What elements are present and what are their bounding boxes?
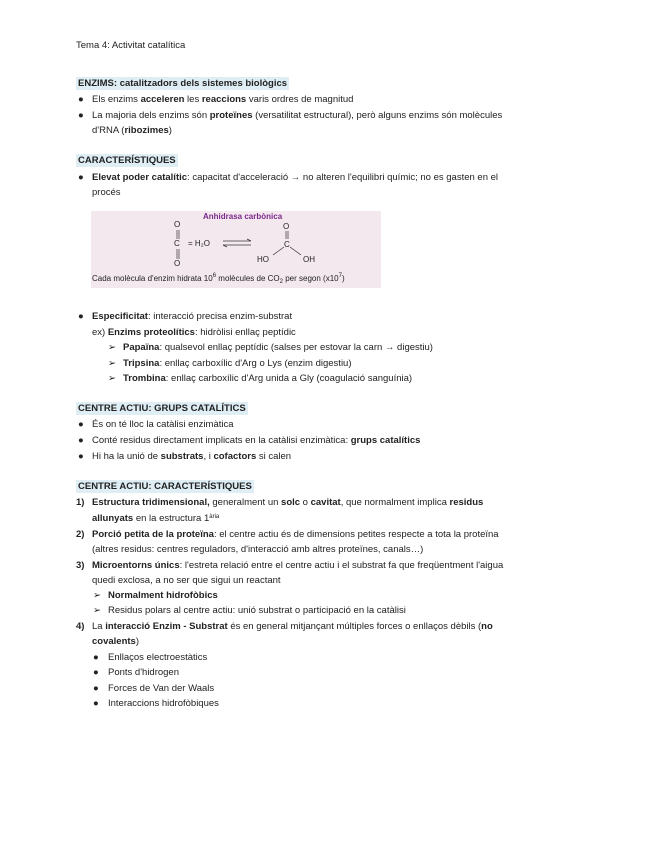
list-item-continuation: procés bbox=[92, 187, 121, 198]
numbered-item-continuation: quedi exclosa, a no ser que sigui un reactant bbox=[92, 575, 281, 586]
bullet-icon: ● bbox=[78, 419, 84, 430]
bullet-icon: ● bbox=[78, 435, 84, 446]
section-heading-grups-catalitics: CENTRE ACTIU: GRUPS CATALÍTICS bbox=[78, 403, 246, 414]
numbered-item-continuation: allunyats en la estructura $1^{ària}$ bbox=[92, 513, 220, 524]
arrow-bullet-icon: ➢ bbox=[108, 358, 116, 369]
bullet-icon: ● bbox=[93, 698, 99, 709]
bullet-icon: ● bbox=[78, 94, 84, 105]
list-item-continuation: d'RNA (ribozimes) bbox=[92, 125, 172, 136]
figure-caption: Cada molècula d'enzim hidrata $10^6$ molècules de $CO_2$ per segon $(x10^7)$ bbox=[92, 273, 345, 285]
example-line: ex) Enzims proteolítics: hidròlisi enllaç peptídic bbox=[92, 327, 296, 338]
arrow-bullet-icon: ➢ bbox=[93, 590, 101, 601]
bullet-icon: ● bbox=[78, 451, 84, 462]
bullet-icon: ● bbox=[78, 311, 84, 322]
enzyme-label: Anhidrasa carbònica bbox=[203, 212, 283, 221]
section-heading-caracteristiques: CARACTERÍSTIQUES bbox=[78, 155, 176, 166]
bullet-icon: ● bbox=[93, 652, 99, 663]
numbered-item-continuation: (altres residus: centres reguladors, d'interacció amb altres proteïnes, canals…) bbox=[92, 544, 424, 555]
bullet-icon: ● bbox=[78, 172, 84, 183]
arrow-bullet-icon: ➢ bbox=[93, 605, 101, 616]
bullet-icon: ● bbox=[93, 667, 99, 678]
bullet-icon: ● bbox=[78, 110, 84, 121]
document-page: Tema 4: Activitat catalítica ENZIMS: catalitzadors dels sistemes biològics ● Els enzims acceleren les reaccions varis ordres de magnitud ● La majoria dels enzims són proteïnes (versatilitat estructural), però alguns enzims són molècules d'RNA (ribozimes) CARACTERÍSTIQUES ● Elevat poder catalític: capacitat d'acceleració → no alteren l'equilibri químic; no es gasten en el procés Anhidrasa carbònica O C = H₂O O O C HO OH Cada molècula d'enzim hidrata $10^6$ molècules de $CO_2$ per segon $(x10^7)$ ● Especificitat: interacció precisa enzim-substrat ex) Enzims proteolítics: hidròlisi enllaç peptídic ➢ Papaïna: qualsevol enllaç peptídic (salses per estovar la carn → digestiu) ➢ Tripsina: enllaç carboxílic d'Arg o Lys (enzim digestiu) ➢ Trombina: enllaç carboxílic d'Arg unida a Gly (coagulació sanguínia) CENTRE ACTIU: GRUPS CATALÍTICS ● És on té lloc la catàlisi enzimàtica ● Conté residus directament implicats en la catàlisi enzimàtica: grups catalítics ● Hi ha la unió de substrats, i cofactors si calen CENTRE ACTIU: CARACTERÍSTIQUES 1) Estructura tridimensional, generalment un solc o cavitat, que normalment implica residus allunyats en la estructura $1^{ària}$ 2) Porció petita de la proteïna: el centre actiu és de dimensions petites respecte a tota la proteïna (altres residus: centres reguladors, d'interacció amb altres proteïnes, canals…) 3) Microentorns únics: l'estreta relació entre el centre actiu i el substrat fa que freqüentment l'aigua quedi exclosa, a no ser que sigui un reactant ➢ Normalment hidrofòbics ➢ Residus polars al centre actiu: unió substrat o participació en la catàlisi 4) La interacció Enzim - Substrat és en general mitjançant múltiples forces o enllaços dèbils (no covalents) ● Enllaços electroestàtics ● Ponts d'hidrogen ● Forces de Van der Waals ● Interaccions hidrofòbiques bbox=[76, 40, 504, 709]
arrow-bullet-icon: ➢ bbox=[108, 342, 116, 353]
section-heading-caracteristiques-centre: CENTRE ACTIU: CARACTERÍSTIQUES bbox=[78, 481, 252, 492]
carbonic-anhydrase-figure: Anhidrasa carbònica O C = H₂O O O C HO OH Cada molècula d'enzim hidrata $10^6$ molècules de $CO_2$ per segon $(x10^7)$ bbox=[91, 211, 381, 288]
numbered-item-continuation: covalents) bbox=[92, 636, 139, 647]
bullet-icon: ● bbox=[93, 683, 99, 694]
section-heading-enzims: ENZIMS: catalitzadors dels sistemes biològics bbox=[78, 78, 288, 89]
arrow-bullet-icon: ➢ bbox=[108, 373, 116, 384]
page-header: Tema 4: Activitat catalítica bbox=[76, 40, 186, 51]
